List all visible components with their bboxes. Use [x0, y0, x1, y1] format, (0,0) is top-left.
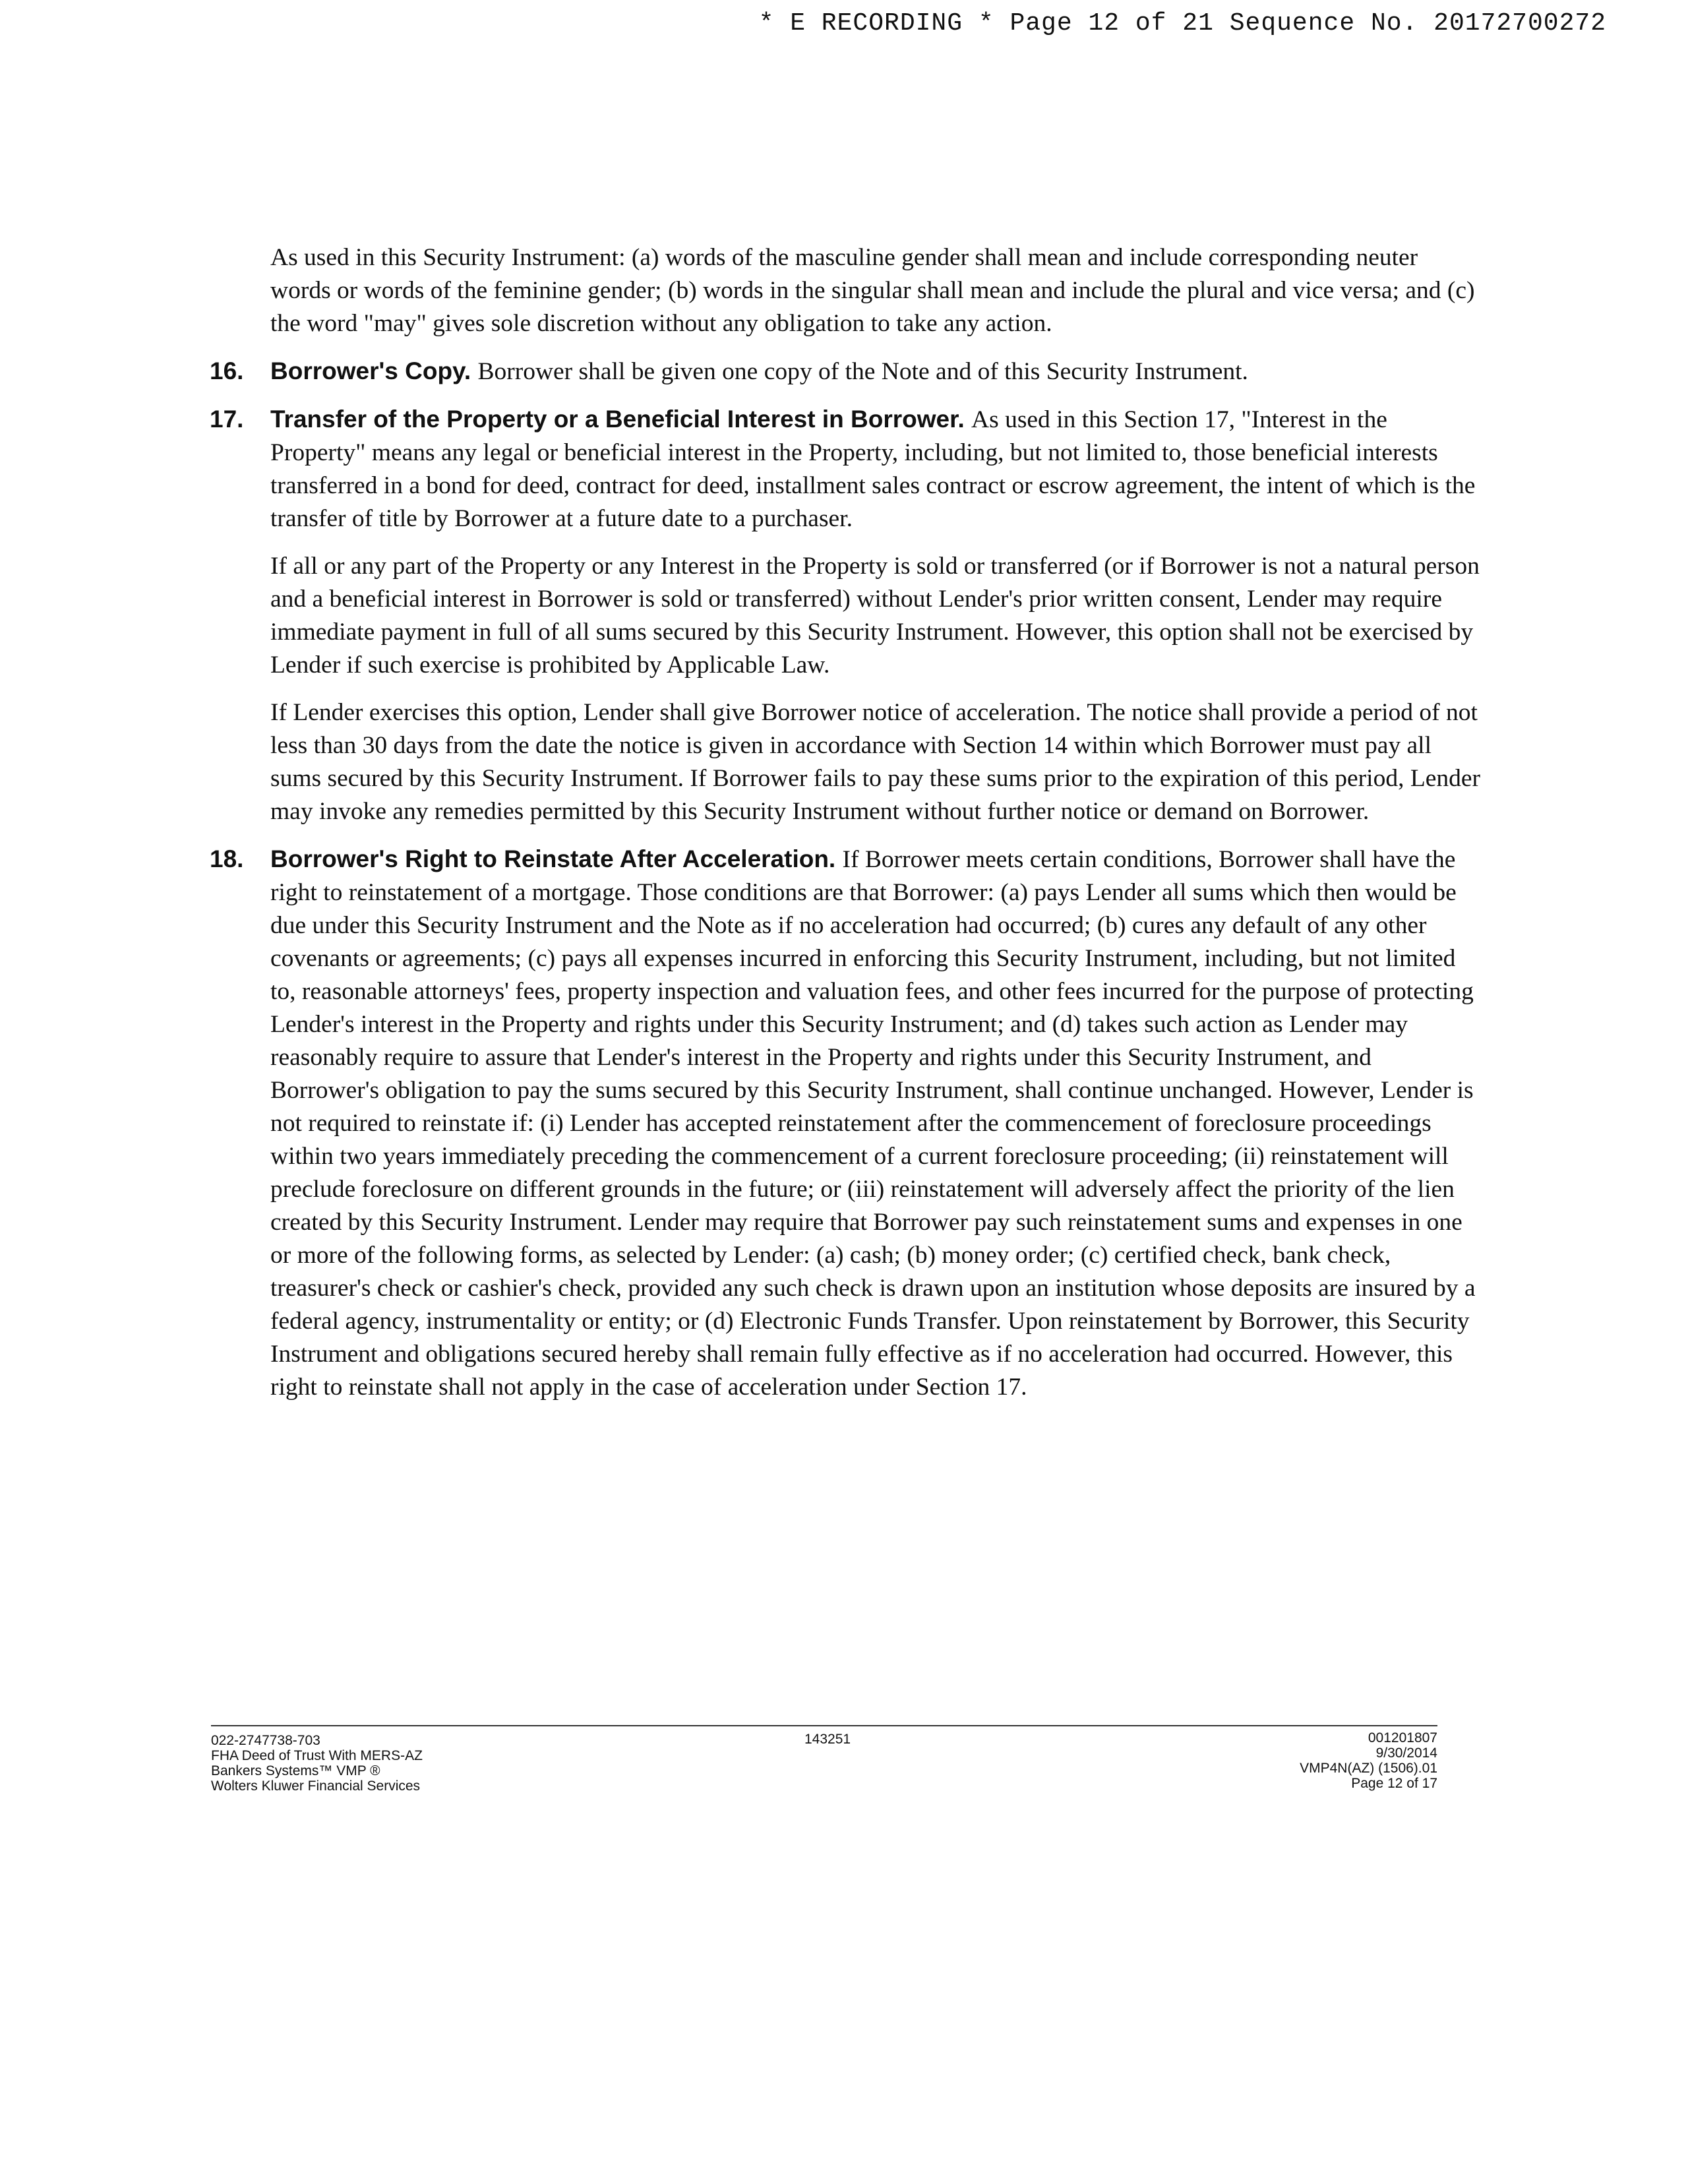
form-date: 9/30/2014	[1375, 1745, 1437, 1761]
section-17-paragraph-3: If Lender exercises this option, Lender shall give Borrower notice of acceleration. The notice shall provide a period of not less than 30 days from the date the notice is given in accordance with Section 14 within which Borrower must pay all sums secured by this Security Instrument. If Borrower fails to pay these sums prior to the expiration of this period, Lender may invoke any remedies permitted by this Security Instrument without further notice or demand on Borrower.	[270, 699, 1481, 825]
section-18	[191, 843, 1484, 1404]
section-text: As used in this Section 17, "Interest in the Property" means any legal or beneficial interest in the Property, including, but not limited to, those beneficial interests transferred in a bond for deed, contract for deed, installment sales contract or escrow agreement, the intent of which is the transfer of title by Borrower at a future date to a purchaser.	[270, 406, 1476, 532]
section-16	[191, 355, 1484, 388]
footer-right-block	[1300, 1730, 1437, 1791]
footer-left-block	[211, 1733, 423, 1794]
form-code: VMP4N(AZ) (1506).01	[1300, 1761, 1437, 1776]
reference-number: 001201807	[1368, 1730, 1437, 1745]
section-heading: Borrower's Copy.	[270, 357, 478, 384]
section-heading: Transfer of the Property or a Beneficial Interest in Borrower.	[270, 406, 972, 433]
vendor-name: Wolters Kluwer Financial Services	[211, 1778, 421, 1794]
section-17-paragraph-2: If all or any part of the Property or any Interest in the Property is sold or transferred (or if Borrower is not a natural person and a beneficial interest in Borrower is sold or transferred) without Lender's prior written consent, Lender may require immediate payment in full of all sums secured by this Security Instrument. However, this option shall not be exercised by Lender if such exercise is prohibited by Applicable Law.	[270, 553, 1480, 679]
vendor-line: Bankers Systems™ VMP ®	[211, 1763, 380, 1778]
section-number: 17.	[210, 406, 244, 433]
section-17	[191, 403, 1484, 535]
document-body	[191, 241, 1484, 1418]
section-number: 18.	[210, 845, 244, 872]
intro-paragraph: As used in this Security Instrument: (a) words of the masculine gender shall mean and include corresponding neuter words or words of the feminine gender; (b) words in the singular shall mean and include the plural and vice versa; and (c) the word "may" gives sole discretion without any obligation to take any action.	[270, 244, 1475, 337]
form-title: FHA Deed of Trust With MERS-AZ	[211, 1748, 423, 1763]
form-page-number: Page 12 of 17	[1351, 1776, 1437, 1791]
section-text: Borrower shall be given one copy of the Note and of this Security Instrument.	[477, 358, 1248, 385]
recording-header: * E RECORDING * Page 12 of 21 Sequence No. 20172700272	[758, 9, 1606, 38]
section-number: 16.	[210, 357, 244, 384]
loan-number: 022-2747738-703	[211, 1733, 320, 1748]
section-heading: Borrower's Right to Reinstate After Acceleration.	[270, 845, 843, 872]
page-footer	[211, 1725, 1437, 1794]
footer-center-code: 143251	[804, 1732, 851, 1747]
section-text: If Borrower meets certain conditions, Borrower shall have the right to reinstatement of a mortgage. Those conditions are that Borrower: (a) pays Lender all sums which then would be due under this Security Instrument and the Note as if no acceleration had occurred; (b) cures any default of any other covenants or agreements; (c) pays all expenses incurred in enforcing this Security Instrument, including, but not limited to, reasonable attorneys' fees, property inspection and valuation fees, and other fees incurred for the purpose of protecting Lender's interest in the Property and rights under this Security Instrument; and (d) takes such action as Lender may reasonably require to assure that Lender's interest in the Property and rights under this Security Instrument, and Borrower's obligation to pay the sums secured by this Security Instrument, shall continue unchanged. However, Lender is not required to reinstate if: (i) Lender has accepted reinstatement after the commencement of foreclosure proceedings within two years immediately preceding the commencement of a current foreclosure proceeding; (ii) reinstatement will preclude foreclosure on different grounds in the future; or (iii) reinstatement will adversely affect the priority of the lien created by this Security Instrument. Lender may require that Borrower pay such reinstatement sums and expenses in one or more of the following forms, as selected by Lender: (a) cash; (b) money order; (c) certified check, bank check, treasurer's check or cashier's check, provided any such check is drawn upon an institution whose deposits are insured by a federal agency, instrumentality or entity; or (d) Electronic Funds Transfer. Upon reinstatement by Borrower, this Security Instrument and obligations secured hereby shall remain fully effective as if no acceleration had occurred. However, this right to reinstate shall not apply in the case of acceleration under Section 17.	[270, 846, 1476, 1401]
